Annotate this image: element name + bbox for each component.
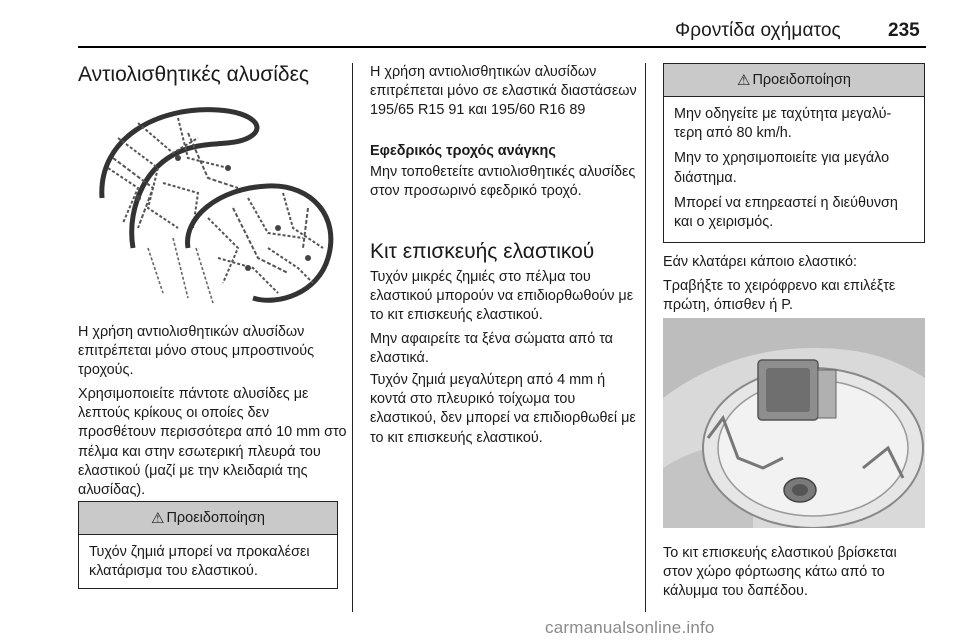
middle-paragraph-2: Μην τοποθετείτε αντιολισθητικές αλυσίδες στον προσωρινό εφεδρικό τροχό. <box>370 164 636 200</box>
snow-chains-figure <box>78 98 338 313</box>
warning-text-1: Μην οδηγείτε με ταχύτητα μεγαλύτερη από 80 km/h. <box>674 106 892 142</box>
right-paragraph-3: Το κιτ επισκευής ελαστικού βρίσκεται στον χώρο φόρτωσης κάτω από το κάλυμμα του δαπέδου. <box>663 545 897 600</box>
trunk-compartment-illustration <box>663 318 925 528</box>
tyre-repair-kit-figure <box>663 318 925 528</box>
warning-triangle-icon: ⚠ <box>736 72 751 89</box>
left-paragraph-1: Η χρήση αντιολισθητικών αλυσίδων επιτρέπεται μόνο στους μπροστινούς τροχούς. <box>78 324 315 379</box>
section-title-tyre-repair-kit: Κιτ επισκευής ελαστικού <box>370 240 595 263</box>
left-paragraph-2: Χρησιμοποιείτε πάντοτε αλυσίδες με λεπτούς κρίκους οι οποίες δεν προσθέτουν περισσότερα από 10 mm στο πέλμα και στην εσωτερική πλευρά του ελαστικού (μαζί με την κλειδαριά της αλυσίδας). <box>78 386 347 499</box>
warning-title: Προειδοποίηση <box>752 72 851 88</box>
middle-paragraph-3: Τυχόν μικρές ζημιές στο πέλμα του ελαστικού μπορούν να επιδιορθωθούν με το κιτ επισκευής ελαστικού. <box>370 269 634 324</box>
warning-body <box>664 97 924 240</box>
warning-text-3: Μπορεί να επηρεαστεί η διεύθυνση και ο χειρισμός. <box>674 194 898 231</box>
section-title-snow-chains: Αντιολισθητικές αλυσίδες <box>78 63 310 86</box>
page-number: 235 <box>888 20 920 41</box>
warning-text-2: Μην το χρησιμοποιείτε για μεγάλο διάστημα. <box>674 150 890 186</box>
warning-box-left <box>78 501 338 589</box>
column-divider-left <box>352 63 353 612</box>
warning-triangle-icon: ⚠ <box>150 510 165 527</box>
running-header-title: Φροντίδα οχήματος <box>675 20 841 41</box>
warning-text: Τυχόν ζημιά μπορεί να προκαλέσει κλατάρισμα του ελαστικού. <box>89 544 310 580</box>
column-divider-right <box>645 63 646 612</box>
middle-paragraph-5: Τυχόν ζημιά μεγαλύτερη από 4 mm ή κοντά στο πλευρικό τοίχωμα του ελαστικού, δεν μπορεί να επιδιορθωθεί με το κιτ επισκευής ελαστικού. <box>370 372 636 446</box>
middle-subheading-spare-wheel: Εφεδρικός τροχός ανάγκης <box>370 143 556 159</box>
site-watermark: carmanualsonline.info <box>545 618 715 637</box>
middle-paragraph-4: Μην αφαιρείτε τα ξένα σώματα από τα ελαστικά. <box>370 331 613 367</box>
warning-header <box>79 502 337 535</box>
warning-title: Προειδοποίηση <box>166 510 265 526</box>
warning-header <box>664 64 924 97</box>
right-paragraph-2: Τραβήξτε το χειρόφρενο και επιλέξτε πρώτη, όπισθεν ή P. <box>663 278 896 314</box>
snow-chains-illustration <box>78 98 338 313</box>
header-rule <box>78 46 926 48</box>
warning-body <box>79 535 337 589</box>
warning-box-right <box>663 63 925 243</box>
middle-paragraph-1: Η χρήση αντιολισθητικών αλυσίδων επιτρέπεται μόνο σε ελαστικά διαστάσεων 195/65 R15 91 και 195/60 R16 89 <box>370 64 637 119</box>
right-paragraph-1: Εάν κλατάρει κάποιο ελαστικό: <box>663 254 857 270</box>
